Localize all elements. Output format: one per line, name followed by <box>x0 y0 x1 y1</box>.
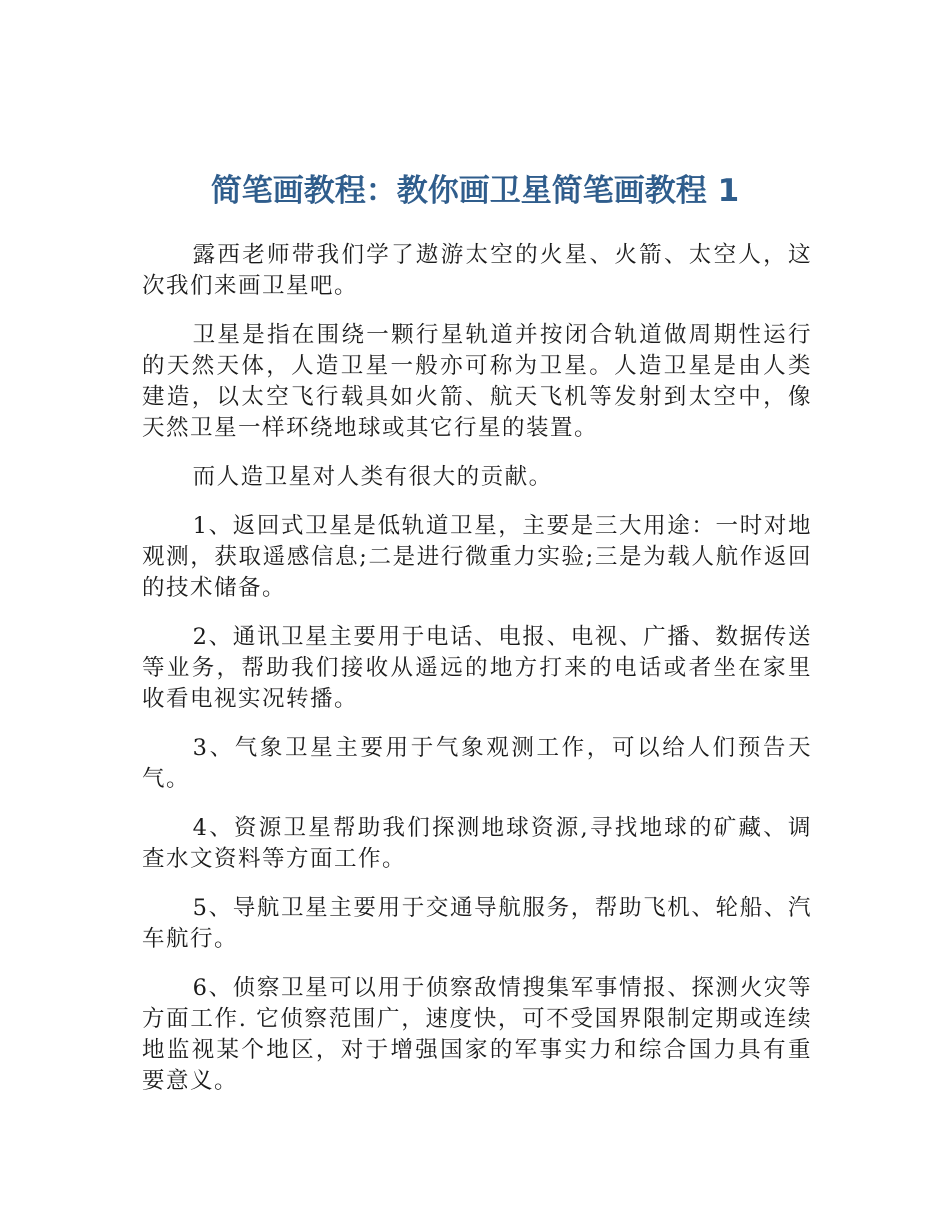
document-body <box>142 240 812 1115</box>
paragraph-contribution: 而人造卫星对人类有很大的贡献。 <box>192 464 553 490</box>
paragraph-intro: 露西老师带我们学了遨游太空的火星、火箭、太空人，这次我们来画卫星吧。 <box>142 242 812 299</box>
paragraph-item-3: 3、气象卫星主要用于气象观测工作，可以给人们预告天气。 <box>142 735 812 792</box>
paragraph-item-5: 5、导航卫星主要用于交通导航服务，帮助飞机、轮船、汽车航行。 <box>142 895 812 952</box>
document-title: 简笔画教程：教你画卫星简笔画教程 1 <box>210 172 740 209</box>
paragraph-item-2: 2、通讯卫星主要用于电话、电报、电视、广播、数据传送等业务，帮助我们接收从遥远的地方打来的电话或者坐在家里收看电视实况转播。 <box>142 624 812 712</box>
paragraph-definition: 卫星是指在围绕一颗行星轨道并按闭合轨道做周期性运行的天然天体，人造卫星一般亦可称为卫星。人造卫星是由人类建造，以太空飞行载具如火箭、航天飞机等发射到太空中，像天然卫星一样环绕地球或其它行星的装置。 <box>142 322 812 441</box>
paragraph-item-1: 1、返回式卫星是低轨道卫星，主要是三大用途：一时对地观测，获取遥感信息;二是进行微重力实验;三是为载人航作返回的技术储备。 <box>142 513 812 601</box>
paragraph-item-6: 6、侦察卫星可以用于侦察敌情搜集军事情报、探测火灾等方面工作. 它侦察范围广，速度快，可不受国界限制定期或连续地监视某个地区，对于增强国家的军事实力和综合国力具有重要意义。 <box>142 975 812 1094</box>
paragraph-item-4: 4、资源卫星帮助我们探测地球资源,寻找地球的矿藏、调查水文资料等方面工作。 <box>142 815 812 872</box>
